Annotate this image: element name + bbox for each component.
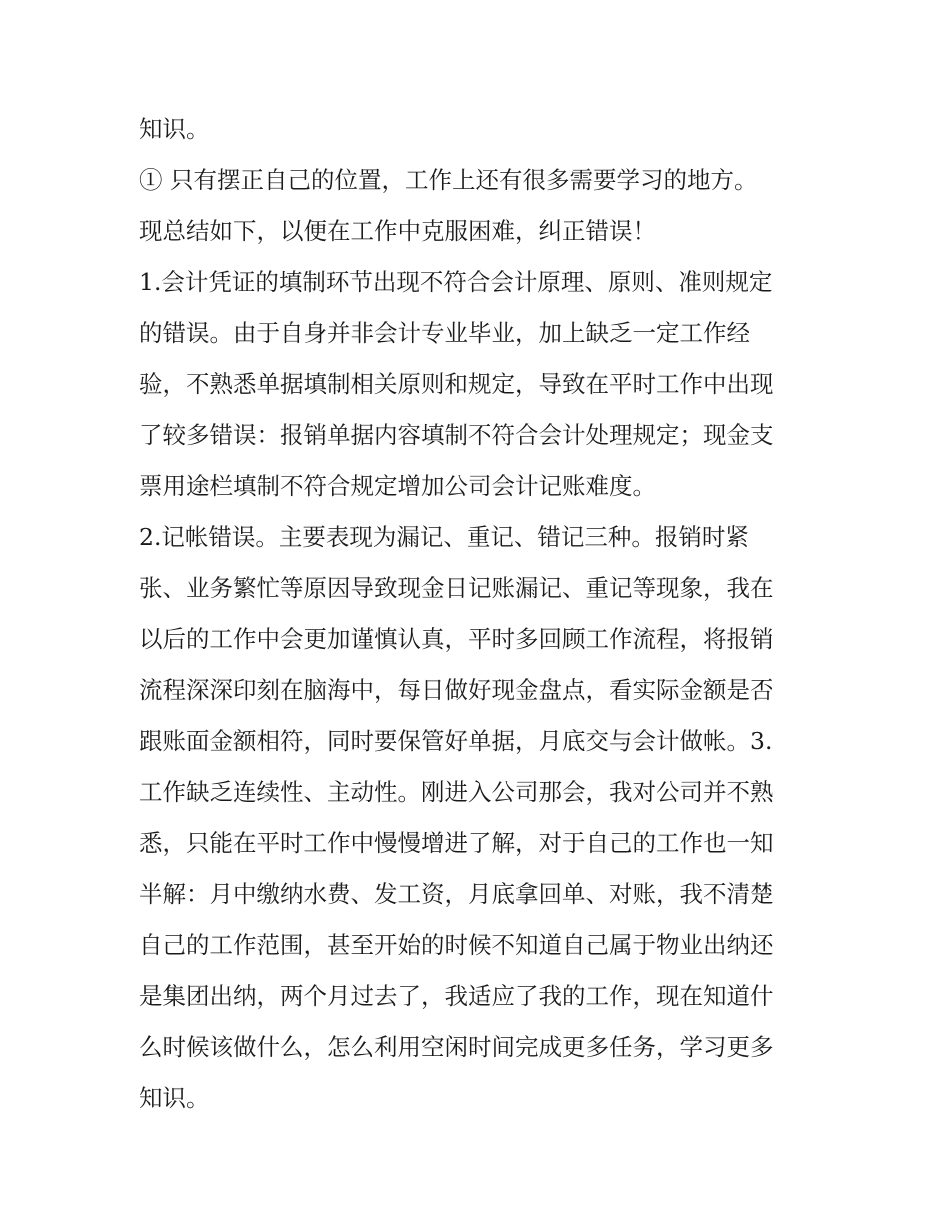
text-line: 半解：月中缴纳水费、发工资，月底拿回单、对账，我不清楚 [139, 880, 774, 908]
text-line: 悉，只能在平时工作中慢慢增进了解，对于自己的工作也一知 [139, 829, 774, 857]
text-line: 么时候该做什么，怎么利用空闲时间完成更多任务，学习更多 [139, 1033, 774, 1061]
text-line: 票用途栏填制不符合规定增加公司会计记账难度。 [139, 472, 656, 500]
text-line: 以后的工作中会更加谨慎认真，平时多回顾工作流程，将报销 [139, 625, 774, 653]
text-line: 跟账面金额相符，同时要保管好单据，月底交与会计做帐。3. [139, 727, 773, 755]
text-line: 是集团出纳，两个月过去了，我适应了我的工作，现在知道什 [139, 982, 774, 1010]
text-line: 知识。 [139, 115, 210, 143]
text-line: 现总结如下，以便在工作中克服困难，纠正错误！ [139, 217, 656, 245]
text-line: 验，不熟悉单据填制相关原则和规定，导致在平时工作中出现 [139, 370, 774, 398]
text-line: 的错误。由于自身并非会计专业毕业，加上缺乏一定工作经 [139, 319, 750, 347]
text-line: ① 只有摆正自己的位置，工作上还有很多需要学习的地方。 [139, 166, 758, 194]
text-line: 张、业务繁忙等原因导致现金日记账漏记、重记等现象，我在 [139, 574, 774, 602]
text-line: 自己的工作范围，甚至开始的时候不知道自己属于物业出纳还 [139, 931, 774, 959]
text-line: 了较多错误：报销单据内容填制不符合会计处理规定；现金支 [139, 421, 774, 449]
text-line: 工作缺乏连续性、主动性。刚进入公司那会，我对公司并不熟 [139, 778, 774, 806]
text-line: 2.记帐错误。主要表现为漏记、重记、错记三种。报销时紧 [139, 523, 749, 551]
text-line: 1.会计凭证的填制环节出现不符合会计原理、原则、准则规定 [139, 268, 773, 296]
document-body [139, 104, 819, 1124]
text-line: 知识。 [139, 1084, 210, 1112]
text-line: 流程深深印刻在脑海中，每日做好现金盘点，看实际金额是否 [139, 676, 774, 704]
